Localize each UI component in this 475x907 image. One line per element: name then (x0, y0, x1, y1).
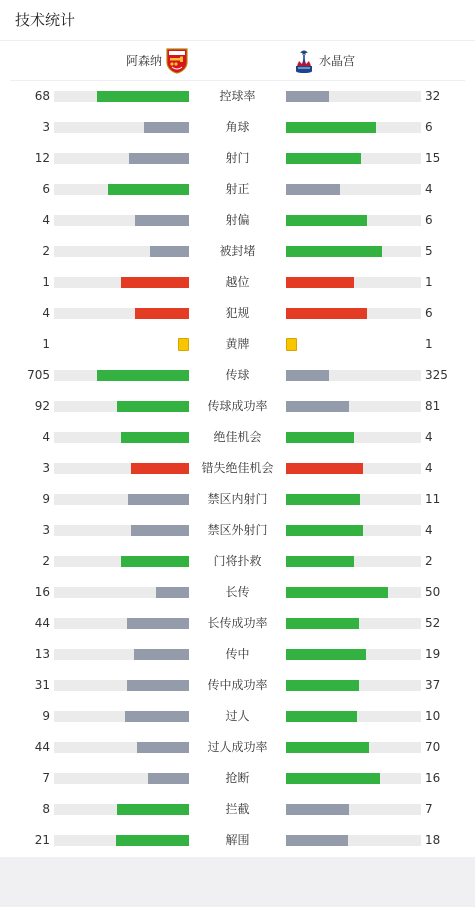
away-value: 11 (425, 492, 441, 506)
home-value: 3 (42, 461, 50, 475)
away-bar-fill (286, 370, 329, 381)
home-bar-track (54, 835, 189, 846)
home-value: 16 (34, 585, 50, 599)
home-bar-track (54, 246, 189, 257)
home-value: 21 (34, 833, 50, 847)
away-bar-track (286, 649, 421, 660)
home-value: 2 (42, 554, 50, 568)
away-value: 6 (425, 213, 433, 227)
away-value: 81 (425, 399, 441, 413)
home-bar-track (54, 525, 189, 536)
away-bar-track (286, 432, 421, 443)
home-bar-fill (150, 246, 189, 257)
away-bar-track (286, 215, 421, 226)
home-bar-fill (121, 277, 189, 288)
away-value: 6 (425, 306, 433, 320)
home-bar-track (54, 804, 189, 815)
away-bar-fill (286, 246, 382, 257)
stat-label: 过人 (225, 709, 250, 723)
home-bar-fill (121, 432, 189, 443)
home-bar-track (54, 773, 189, 784)
home-value: 13 (34, 647, 50, 661)
away-value: 10 (425, 709, 441, 723)
home-value: 44 (34, 740, 50, 754)
home-bar-fill (97, 370, 189, 381)
away-bar-fill (286, 153, 361, 164)
away-bar-fill (286, 401, 349, 412)
stat-label: 射偏 (225, 213, 250, 227)
away-bar-track (286, 184, 421, 195)
home-bar-track (54, 215, 189, 226)
stat-label: 错失绝佳机会 (201, 461, 274, 475)
home-value: 9 (42, 709, 50, 723)
home-bar-track (54, 153, 189, 164)
away-value: 32 (425, 89, 441, 103)
stat-label: 射门 (225, 151, 250, 165)
stat-row (0, 236, 475, 267)
home-bar-fill (134, 649, 189, 660)
stat-label: 角球 (225, 120, 250, 134)
stat-label: 传中成功率 (207, 678, 268, 692)
home-bar-track (54, 711, 189, 722)
stat-label: 射正 (225, 182, 250, 196)
arsenal-crest-icon (166, 48, 188, 74)
stat-row (0, 608, 475, 639)
away-bar-track (286, 618, 421, 629)
home-value: 4 (42, 306, 50, 320)
home-value: 6 (42, 182, 50, 196)
away-value: 2 (425, 554, 433, 568)
away-bar-track (286, 556, 421, 567)
home-bar-fill (128, 494, 189, 505)
away-bar-fill (286, 432, 354, 443)
away-bar-track (286, 401, 421, 412)
away-bar-fill (286, 494, 360, 505)
home-value: 9 (42, 492, 50, 506)
home-value: 92 (34, 399, 50, 413)
stat-row (0, 422, 475, 453)
home-bar-track (54, 277, 189, 288)
away-value: 1 (425, 275, 433, 289)
home-bar-fill (135, 215, 189, 226)
home-bar-track (54, 680, 189, 691)
away-bar-track (286, 680, 421, 691)
stat-label: 传球 (225, 368, 250, 382)
home-bar-fill (121, 556, 189, 567)
stat-row (0, 143, 475, 174)
stat-label: 传球成功率 (207, 399, 268, 413)
away-bar-fill (286, 91, 329, 102)
stat-label: 传中 (225, 647, 250, 661)
away-value: 50 (425, 585, 441, 599)
home-value: 1 (42, 275, 50, 289)
away-value: 4 (425, 182, 433, 196)
home-bar-fill (127, 618, 189, 629)
home-value: 44 (34, 616, 50, 630)
away-bar-fill (286, 804, 349, 815)
away-value: 325 (425, 368, 448, 382)
stat-label: 控球率 (219, 89, 256, 103)
away-bar-fill (286, 649, 366, 660)
away-bar-track (286, 153, 421, 164)
away-bar-fill (286, 587, 388, 598)
stat-label: 禁区外射门 (207, 523, 268, 537)
away-bar-fill (286, 618, 359, 629)
away-bar-track (286, 525, 421, 536)
home-bar-fill (125, 711, 189, 722)
away-bar-fill (286, 742, 369, 753)
home-bar-fill (137, 742, 189, 753)
home-bar-track (54, 556, 189, 567)
stats-table (0, 81, 475, 856)
home-value: 8 (42, 802, 50, 816)
home-value: 12 (34, 151, 50, 165)
home-bar-fill (144, 122, 189, 133)
away-bar-fill (286, 122, 376, 133)
away-bar-track (286, 308, 421, 319)
away-bar-fill (286, 525, 363, 536)
home-bar-track (54, 587, 189, 598)
stat-label: 被封堵 (219, 244, 256, 258)
home-value: 705 (27, 368, 50, 382)
stat-row (0, 639, 475, 670)
home-value: 4 (42, 213, 50, 227)
home-value: 31 (34, 678, 50, 692)
section-title: 技术统计 (15, 11, 76, 29)
home-bar-fill (148, 773, 189, 784)
stat-row (0, 825, 475, 856)
away-bar-track (286, 370, 421, 381)
home-value: 7 (42, 771, 50, 785)
away-bar-track (286, 246, 421, 257)
away-value: 15 (425, 151, 441, 165)
away-bar-fill (286, 773, 380, 784)
stat-row (0, 453, 475, 484)
teams-header (0, 41, 475, 81)
home-value: 3 (42, 523, 50, 537)
away-value: 70 (425, 740, 441, 754)
stat-row (0, 794, 475, 825)
home-bar-fill (129, 153, 189, 164)
home-bar-fill (131, 463, 189, 474)
away-bar-fill (286, 463, 363, 474)
home-value: 1 (42, 337, 50, 351)
home-yellow-card-icon (178, 338, 189, 351)
stat-row (0, 515, 475, 546)
home-bar-track (54, 184, 189, 195)
away-bar-fill (286, 215, 367, 226)
away-bar-track (286, 277, 421, 288)
stat-row (0, 112, 475, 143)
stat-row (0, 205, 475, 236)
away-bar-fill (286, 184, 340, 195)
away-bar-track (286, 742, 421, 753)
away-yellow-card-icon (286, 338, 297, 351)
home-bar-track (54, 618, 189, 629)
away-value: 7 (425, 802, 433, 816)
away-bar-track (286, 835, 421, 846)
home-value: 3 (42, 120, 50, 134)
stat-row (0, 81, 475, 112)
away-value: 1 (425, 337, 433, 351)
stat-label: 绝佳机会 (213, 430, 262, 444)
away-bar-track (286, 494, 421, 505)
home-bar-track (54, 649, 189, 660)
away-value: 37 (425, 678, 441, 692)
stat-label: 门将扑救 (213, 554, 262, 568)
away-bar-fill (286, 680, 359, 691)
home-bar-fill (131, 525, 189, 536)
stat-row (0, 546, 475, 577)
stat-row (0, 763, 475, 794)
stat-row (0, 329, 475, 360)
home-bar-fill (97, 91, 189, 102)
home-bar-track (54, 432, 189, 443)
home-bar-track (54, 122, 189, 133)
stat-label: 抢断 (225, 771, 250, 785)
away-bar-track (286, 91, 421, 102)
home-value: 2 (42, 244, 50, 258)
stat-row (0, 701, 475, 732)
stat-label: 禁区内射门 (207, 492, 268, 506)
away-bar-fill (286, 556, 354, 567)
stat-label: 过人成功率 (207, 740, 268, 754)
home-bar-fill (156, 587, 189, 598)
stat-row (0, 577, 475, 608)
crystal-palace-crest-icon (293, 48, 315, 74)
stat-row (0, 670, 475, 701)
away-value: 4 (425, 461, 433, 475)
home-bar-fill (127, 680, 189, 691)
home-bar-track (54, 91, 189, 102)
away-value: 18 (425, 833, 441, 847)
stat-row (0, 267, 475, 298)
home-bar-track (54, 308, 189, 319)
away-value: 19 (425, 647, 441, 661)
away-bar-track (286, 122, 421, 133)
home-bar-track (54, 401, 189, 412)
home-bar-track (54, 463, 189, 474)
away-bar-fill (286, 835, 348, 846)
stat-row (0, 174, 475, 205)
away-bar-fill (286, 277, 354, 288)
away-value: 52 (425, 616, 441, 630)
home-bar-fill (116, 835, 189, 846)
stat-row (0, 360, 475, 391)
stat-label: 越位 (225, 275, 250, 289)
home-team-name: 阿森纳 (125, 54, 162, 68)
away-bar-track (286, 804, 421, 815)
stat-label: 犯规 (225, 306, 250, 320)
away-bar-track (286, 587, 421, 598)
stat-row (0, 732, 475, 763)
home-bar-fill (117, 804, 189, 815)
stat-row (0, 391, 475, 422)
home-value: 68 (34, 89, 50, 103)
away-team-name: 水晶宫 (319, 54, 356, 68)
home-bar-track (54, 494, 189, 505)
away-bar-fill (286, 308, 367, 319)
home-bar-fill (135, 308, 189, 319)
stat-label: 长传 (225, 585, 250, 599)
away-value: 6 (425, 120, 433, 134)
away-value: 4 (425, 523, 433, 537)
home-bar-track (54, 370, 189, 381)
away-value: 5 (425, 244, 433, 258)
away-value: 16 (425, 771, 441, 785)
home-bar-track (54, 742, 189, 753)
away-bar-track (286, 773, 421, 784)
away-bar-track (286, 711, 421, 722)
stat-label: 解围 (225, 833, 250, 847)
stat-label: 长传成功率 (207, 616, 268, 630)
home-bar-fill (117, 401, 189, 412)
home-bar-fill (108, 184, 189, 195)
away-bar-fill (286, 711, 357, 722)
stat-row (0, 298, 475, 329)
stat-row (0, 484, 475, 515)
home-value: 4 (42, 430, 50, 444)
stat-label: 黄牌 (225, 337, 250, 351)
away-value: 4 (425, 430, 433, 444)
stat-label: 拦截 (225, 802, 250, 816)
away-bar-track (286, 463, 421, 474)
